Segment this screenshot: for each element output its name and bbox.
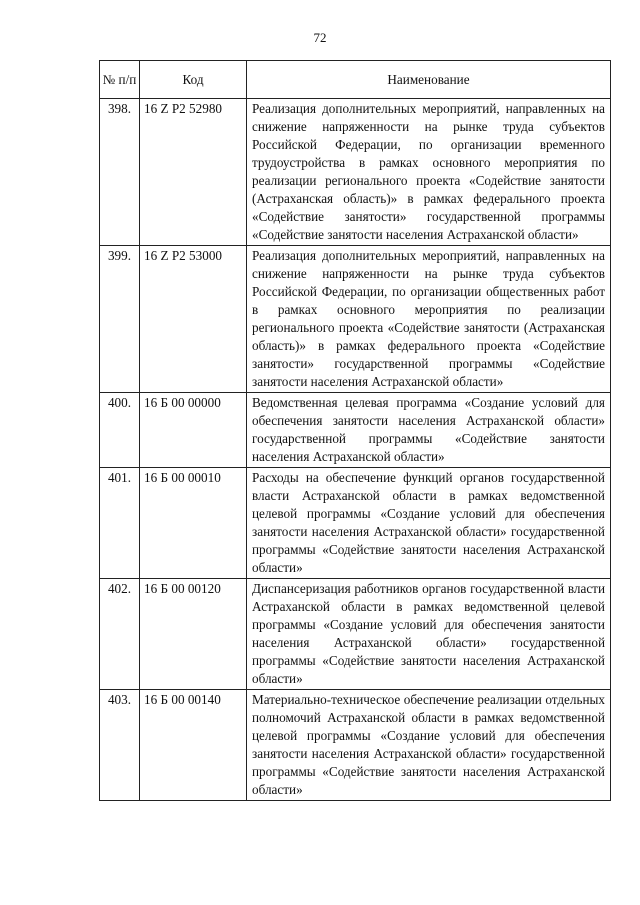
row-number: 403.	[100, 690, 140, 801]
budget-code-table	[99, 60, 611, 801]
row-number: 401.	[100, 468, 140, 579]
row-code: 16 Б 00 00140	[140, 690, 247, 801]
table-row	[100, 99, 611, 246]
table-row	[100, 246, 611, 393]
row-number: 400.	[100, 393, 140, 468]
row-name: Реализация дополнительных мероприятий, направленных на снижение напряженности на рынке труда субъектов Российской Федерации, по организации временного трудоустройства в рамках основного мероприятия по реализации регионального проекта «Содействие занятости (Астраханская область)» в рамках федерального проекта «Содействие занятости» государственной программы «Содействие занятости населения Астраханской области»	[247, 99, 611, 246]
row-number: 402.	[100, 579, 140, 690]
row-name: Расходы на обеспечение функций органов государственной власти Астраханской области в рамках ведомственной целевой программы «Создание условий для обеспечения занятости населения Астраханской области» государственной программы «Содействие занятости населения Астраханской области»	[247, 468, 611, 579]
row-code: 16 Z P2 53000	[140, 246, 247, 393]
row-number: 399.	[100, 246, 140, 393]
row-number: 398.	[100, 99, 140, 246]
row-name: Реализация дополнительных мероприятий, направленных на снижение напряженности на рынке труда субъектов Российской Федерации, по организации общественных работ в рамках основного мероприятия по реализации регионального проекта «Содействие занятости (Астраханская область)» в рамках федерального проекта «Содействие занятости» государственной программы «Содействие занятости населения Астраханской области»	[247, 246, 611, 393]
table-row	[100, 393, 611, 468]
row-name: Ведомственная целевая программа «Создание условий для обеспечения занятости населения Астраханской области» государственной программы «Содействие занятости населения Астраханской области»	[247, 393, 611, 468]
row-code: 16 Б 00 00010	[140, 468, 247, 579]
row-name: Материально-техническое обеспечение реализации отдельных полномочий Астраханской области в рамках ведомственной целевой программы «Создание условий для обеспечения занятости населения Астраханской области» государственной программы «Содействие занятости населения Астраханской области»	[247, 690, 611, 801]
table-row	[100, 468, 611, 579]
row-code: 16 Б 00 00000	[140, 393, 247, 468]
table-row	[100, 579, 611, 690]
header-number: № п/п	[100, 61, 140, 99]
row-name: Диспансеризация работников органов государственной власти Астраханской области в рамках ведомственной целевой программы «Создание условий для обеспечения занятости населения Астраханской области» государственной программы «Содействие занятости населения Астраханской области»	[247, 579, 611, 690]
header-code: Код	[140, 61, 247, 99]
header-name: Наименование	[247, 61, 611, 99]
table-header-row	[100, 61, 611, 99]
page-number: 72	[313, 30, 327, 45]
row-code: 16 Z P2 52980	[140, 99, 247, 246]
table-row	[100, 690, 611, 801]
row-code: 16 Б 00 00120	[140, 579, 247, 690]
